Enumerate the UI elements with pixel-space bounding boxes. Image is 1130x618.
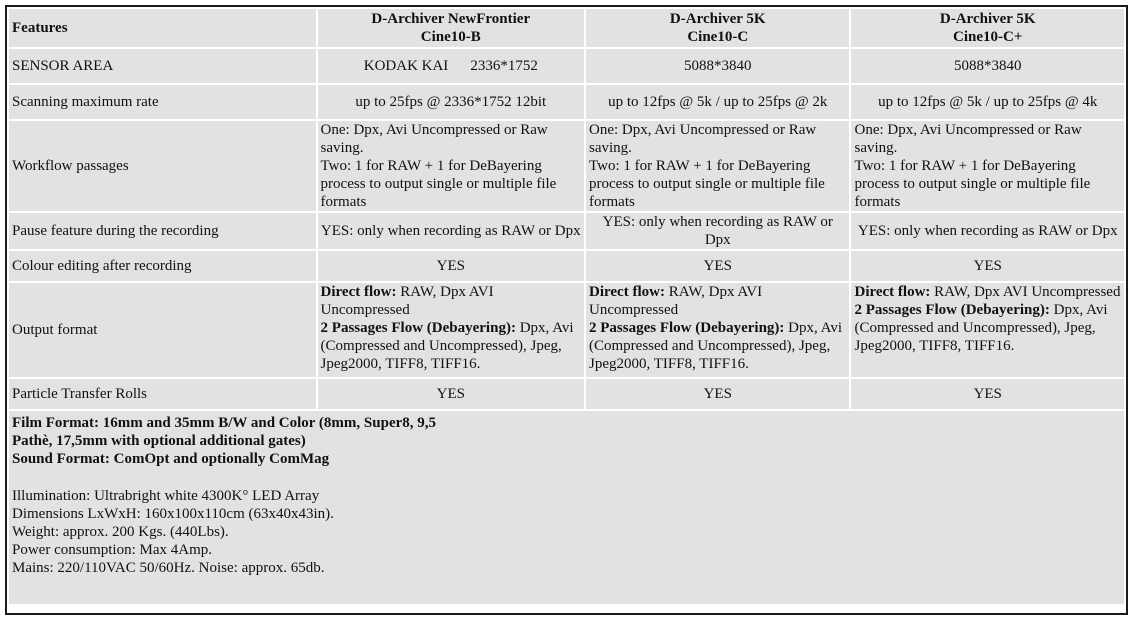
sensor-model: KODAK KAI — [363, 58, 449, 74]
scanning-rate-row — [9, 85, 1124, 119]
illumination: Illumination: Ultrabright white 4300K° LED Array — [12, 488, 320, 504]
model-code: Cine10-B — [420, 29, 481, 45]
workflow-cine10-b — [318, 121, 584, 211]
workflow-cine10-c — [586, 121, 849, 211]
sensor-cine10-b — [318, 49, 584, 83]
model-header-cine10-c — [586, 9, 849, 47]
output-cine10-c — [586, 283, 849, 377]
direct-flow — [589, 283, 846, 319]
model-name: D-Archiver NewFrontier — [371, 11, 531, 27]
scan-rate-cine10-c: up to 12fps @ 5k / up to 25fps @ 2k — [586, 85, 849, 119]
passages-flow — [589, 319, 846, 373]
passages-flow-value: Dpx, Avi (Compressed and Uncompressed), Jpeg, Jpeg2000, TIFF8, TIFF16. — [589, 320, 843, 372]
row-label: Colour editing after recording — [9, 251, 316, 281]
passages-flow-label: 2 Passages Flow (Debayering): — [589, 320, 785, 336]
model-header-cine10-b — [318, 9, 584, 47]
direct-flow — [321, 283, 581, 319]
model-code: Cine10-C+ — [953, 29, 1023, 45]
general-specs-row — [9, 411, 1124, 604]
weight: Weight: approx. 200 Kgs. (440Lbs). — [12, 524, 229, 540]
row-label: SENSOR AREA — [9, 49, 316, 83]
general-specs-cell — [9, 411, 1124, 604]
row-label: Pause feature during the recording — [9, 213, 316, 249]
direct-flow-value: RAW, Dpx AVI Uncompressed — [930, 284, 1121, 300]
row-label: Particle Transfer Rolls — [9, 379, 316, 409]
workflow-line-two: Two: 1 for RAW + 1 for DeBayering process to output single or multiple file formats — [589, 158, 825, 210]
power-consumption: Power consumption: Max 4Amp. — [12, 542, 212, 558]
output-cine10-b — [318, 283, 584, 377]
direct-flow-label: Direct flow: — [320, 284, 397, 300]
colour-editing-row — [9, 251, 1124, 281]
direct-flow — [854, 283, 1121, 301]
direct-flow-value: RAW, Dpx AVI Uncompressed — [320, 284, 494, 318]
row-label: Output format — [9, 283, 316, 377]
workflow-line-one: One: Dpx, Avi Uncompressed or Raw saving. — [320, 122, 548, 156]
pause-feature-row — [9, 213, 1124, 249]
passages-flow-value: Dpx, Avi (Compressed and Uncompressed), Jpeg, Jpeg2000, TIFF8, TIFF16. — [854, 302, 1108, 354]
pause-cine10-b: YES: only when recording as RAW or Dpx — [318, 213, 584, 249]
pause-cine10-c-plus: YES: only when recording as RAW or Dpx — [851, 213, 1124, 249]
model-header-cine10-c-plus — [851, 9, 1124, 47]
model-code: Cine10-C — [687, 29, 749, 45]
particle-cine10-c-plus: YES — [851, 379, 1124, 409]
film-format: Film Format: 16mm and 35mm B/W and Color (8mm, Super8, 9,5 Pathè, 17,5mm with optional additional gates) — [12, 415, 437, 449]
spacer — [12, 468, 1121, 487]
workflow-line-one: One: Dpx, Avi Uncompressed or Raw saving. — [854, 122, 1082, 156]
output-format-row — [9, 283, 1124, 377]
features-header: Features — [9, 9, 316, 47]
row-label: Workflow passages — [9, 121, 316, 211]
model-name: D-Archiver 5K — [939, 11, 1036, 27]
sensor-resolution: 2336*1752 — [470, 58, 538, 74]
workflow-passages-row — [9, 121, 1124, 211]
pause-cine10-c: YES: only when recording as RAW or Dpx — [586, 213, 849, 249]
sound-format: Sound Format: ComOpt and optionally ComMag — [12, 451, 330, 467]
header-row — [9, 9, 1124, 47]
spec-table — [7, 7, 1126, 606]
colour-cine10-c: YES — [586, 251, 849, 281]
sensor-area-row — [9, 49, 1124, 83]
colour-cine10-c-plus: YES — [851, 251, 1124, 281]
passages-flow-value: Dpx, Avi (Compressed and Uncompressed), Jpeg, Jpeg2000, TIFF8, TIFF16. — [320, 320, 574, 372]
particle-cine10-b: YES — [318, 379, 584, 409]
particle-transfer-row — [9, 379, 1124, 409]
passages-flow-label: 2 Passages Flow (Debayering): — [854, 302, 1050, 318]
passages-flow — [321, 319, 581, 373]
scan-rate-cine10-b: up to 25fps @ 2336*1752 12bit — [318, 85, 584, 119]
scan-rate-cine10-c-plus: up to 12fps @ 5k / up to 25fps @ 4k — [851, 85, 1124, 119]
direct-flow-label: Direct flow: — [854, 284, 931, 300]
dimensions: Dimensions LxWxH: 160x100x110cm (63x40x43in). — [12, 506, 334, 522]
particle-cine10-c: YES — [586, 379, 849, 409]
spec-table-frame — [5, 5, 1128, 615]
colour-cine10-b: YES — [318, 251, 584, 281]
output-cine10-c-plus — [851, 283, 1124, 377]
direct-flow-value: RAW, Dpx AVI Uncompressed — [589, 284, 763, 318]
row-label: Scanning maximum rate — [9, 85, 316, 119]
workflow-cine10-c-plus — [851, 121, 1124, 211]
passages-flow-label: 2 Passages Flow (Debayering): — [320, 320, 516, 336]
model-name: D-Archiver 5K — [669, 11, 766, 27]
mains: Mains: 220/110VAC 50/60Hz. Noise: approx. 65db. — [12, 560, 325, 576]
workflow-line-two: Two: 1 for RAW + 1 for DeBayering process to output single or multiple file formats — [854, 158, 1091, 210]
sensor-cine10-c: 5088*3840 — [586, 49, 849, 83]
workflow-line-two: Two: 1 for RAW + 1 for DeBayering process to output single or multiple file formats — [320, 158, 557, 210]
direct-flow-label: Direct flow: — [589, 284, 665, 300]
sensor-cine10-c-plus: 5088*3840 — [851, 49, 1124, 83]
passages-flow — [854, 301, 1121, 355]
workflow-line-one: One: Dpx, Avi Uncompressed or Raw saving. — [589, 122, 817, 156]
